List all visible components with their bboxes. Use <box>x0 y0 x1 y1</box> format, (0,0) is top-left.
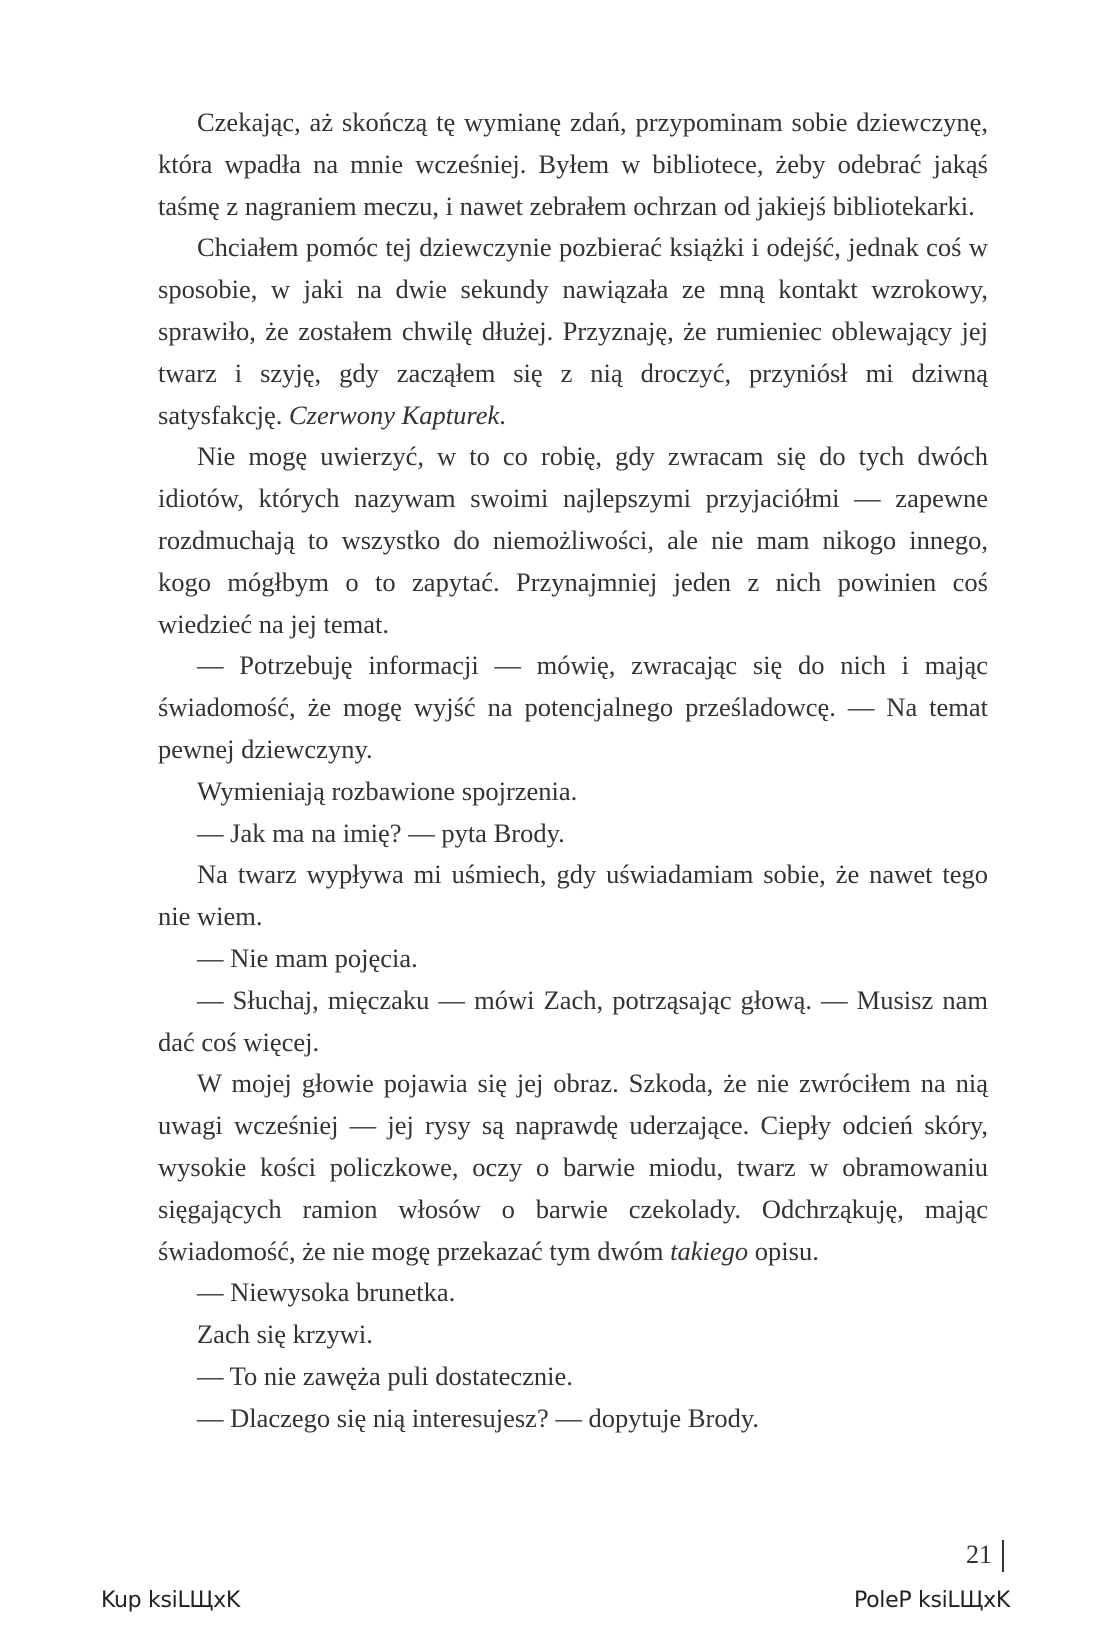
paragraph-text: Wymieniają rozbawione spojrzenia. <box>197 775 578 806</box>
paragraph-text: Chciałem pomóc tej dziewczynie pozbierać książki i odejść, jednak coś w sposobie, w jaki na dwie sekundy nawiązała ze mną kontakt wzrokowy, sprawiło, że zostałem chwilę dłużej. Przyznaję, że rumieniec oblewający jej twarz i szyję, gdy zacząłem się z nią droczyć, przyniósł mi dziwną satysfakcję. <box>158 232 988 430</box>
paragraph <box>158 1356 988 1398</box>
paragraph <box>158 436 988 645</box>
paragraph <box>158 1063 988 1272</box>
paragraph-text: — Dlaczego się nią interesujesz? — dopytuje Brody. <box>197 1402 759 1433</box>
paragraph-text: — Nie mam pojęcia. <box>197 942 418 973</box>
paragraph <box>158 854 988 938</box>
paragraph-text: — To nie zawęża puli dostatecznie. <box>197 1360 573 1391</box>
paragraph <box>158 813 988 855</box>
paragraph-text: — Jak ma na imię? — pyta Brody. <box>197 817 565 848</box>
paragraph-text: — Słuchaj, mięczaku — mówi Zach, potrząsając głową. — Musisz nam dać coś więcej. <box>158 984 988 1057</box>
paragraph-text: Nie mogę uwierzyć, w to co robię, gdy zwracam się do tych dwóch idiotów, których nazywam swoimi najlepszymi przyjaciółmi — zapewne rozdmuchają to wszystko do niemożliwości, ale nie mam nikogo innego, kogo mógłbym o to zapytać. Przynajmniej jeden z nich powinien coś wiedzieć na jej temat. <box>158 441 988 639</box>
recommend-book-link[interactable]: PoleP ksiLЩxK <box>853 1588 1010 1613</box>
paragraph <box>158 102 988 227</box>
paragraph-text: Czekając, aż skończą tę wymianę zdań, przypominam sobie dziewczynę, która wpadła na mnie wcześniej. Byłem w bibliotece, żeby odebrać jakąś taśmę z nagraniem meczu, i nawet zebrałem ochrzan od jakiejś bibliotekarki. <box>158 107 988 221</box>
paragraph-text: . <box>499 399 506 430</box>
paragraph <box>158 1398 988 1440</box>
paragraph <box>158 1314 988 1356</box>
body-text <box>158 102 988 1440</box>
paragraph <box>158 980 988 1064</box>
paragraph-text: Zach się krzywi. <box>197 1319 373 1350</box>
paragraph <box>158 645 988 770</box>
italic-text: Czerwony Kapturek <box>288 399 500 430</box>
paragraph <box>158 1272 988 1314</box>
paragraph-text: — Potrzebuję informacji — mówię, zwracając się do nich i mając świadomość, że mogę wyjść na potencjalnego prześladowcę. — Na temat pewnej dziewczyny. <box>158 650 988 764</box>
paragraph <box>158 938 988 980</box>
paragraph-text: opisu. <box>748 1235 819 1266</box>
paragraph-text: W mojej głowie pojawia się jej obraz. Szkoda, że nie zwróciłem na nią uwagi wcześniej — jej rysy są naprawdę uderzające. Ciepły odcień skóry, wysokie kości policzkowe, oczy o barwie miodu, twarz w obramowaniu sięgających ramion włosów o barwie czekolady. Odchrząkuję, mając świadomość, że nie mogę przekazać tym dwóm <box>158 1068 988 1266</box>
buy-book-link[interactable]: Kup ksiLЩxK <box>101 1588 241 1613</box>
paragraph <box>158 227 988 436</box>
page-number: 21 <box>966 1540 992 1569</box>
paragraph <box>158 771 988 813</box>
italic-text: takiego <box>670 1235 749 1266</box>
page-number-rule <box>1002 1540 1004 1572</box>
paragraph-text: — Niewysoka brunetka. <box>197 1277 456 1308</box>
paragraph-text: Na twarz wypływa mi uśmiech, gdy uświadamiam sobie, że nawet tego nie wiem. <box>158 859 988 932</box>
